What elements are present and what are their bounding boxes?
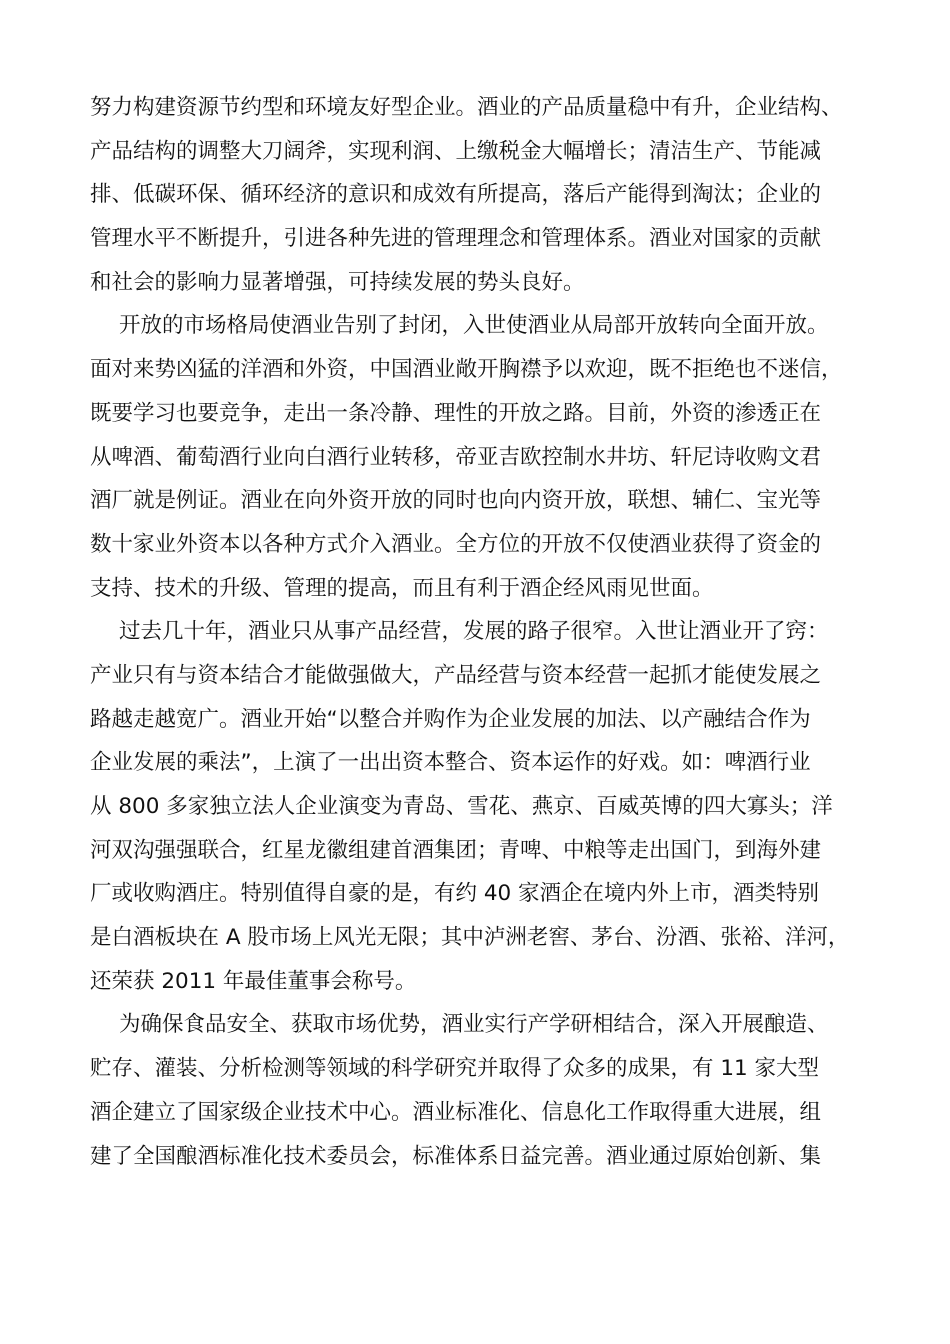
text-line: 排、低碳环保、循环经济的意识和成效有所提高，落后产能得到淘汰；企业的 [90,182,822,208]
text-line: 厂或收购酒庄。特别值得自豪的是，有约 40 家酒企在境内外上市，酒类特别 [90,881,820,907]
text-line: 贮存、灌装、分析检测等领域的科学研究并取得了众多的成果，有 11 家大型 [90,1056,820,1082]
text-line: 面对来势凶猛的洋酒和外资，中国酒业敞开胸襟予以欢迎，既不拒绝也不迷信， [90,357,843,383]
paragraph-start-line: 为确保食品安全、获取市场优势，酒业实行产学研相结合，深入开展酿造、 [119,1012,829,1038]
text-line: 还荣获 2011 年最佳董事会称号。 [90,968,417,994]
text-line: 从 800 多家独立法人企业演变为青岛、雪花、燕京、百威英博的四大寡头；洋 [90,794,833,819]
text-line: 支持、技术的升级、管理的提高，而且有利于酒企经风雨见世面。 [90,575,714,601]
text-line: 和社会的影响力显著增强，可持续发展的势头良好。 [90,269,585,295]
text-line: 产品结构的调整大刀阔斧，实现利润、上缴税金大幅增长；清洁生产、节能减 [90,138,822,164]
body-text [90,86,870,1178]
text-line: 企业发展的乘法”，上演了一出出资本整合、资本运作的好戏。如：啤酒行业 [90,750,811,776]
text-line: 数十家业外资本以各种方式介入酒业。全方位的开放不仅使酒业获得了资金的 [90,531,822,557]
text-line: 酒企建立了国家级企业技术中心。酒业标准化、信息化工作取得重大进展，组 [90,1099,822,1125]
text-line: 路越走越宽广。酒业开始“以整合并购作为企业发展的加法、以产融结合作为 [90,706,811,732]
text-line: 努力构建资源节约型和环境友好型企业。酒业的产品质量稳中有升，企业结构、 [90,95,843,120]
text-line: 产业只有与资本结合才能做强做大，产品经营与资本经营一起抓才能使发展之 [90,662,822,688]
paragraph-start-line: 开放的市场格局使酒业告别了封闭，入世使酒业从局部开放转向全面开放。 [119,313,829,339]
text-line: 建了全国酿酒标准化技术委员会，标准体系日益完善。酒业通过原始创新、集 [90,1143,822,1169]
text-line: 既要学习也要竞争，走出一条冷静、理性的开放之路。目前，外资的渗透正在 [90,400,822,426]
text-line: 从啤酒、葡萄酒行业向白酒行业转移，帝亚吉欧控制水井坊、轩尼诗收购文君 [90,444,822,470]
text-line: 是白酒板块在 A 股市场上风光无限；其中泸洲老窖、茅台、汾酒、张裕、洋河， [90,925,850,951]
paragraph-start-line: 过去几十年，酒业只从事产品经营，发展的路子很窄。入世让酒业开了窍： [119,619,829,645]
text-line: 酒厂就是例证。酒业在向外资开放的同时也向内资开放，联想、辅仁、宝光等 [90,488,822,514]
text-line: 河双沟强强联合，红星龙徽组建首酒集团；青啤、中粮等走出国门，到海外建 [90,837,822,863]
text-line: 管理水平不断提升，引进各种先进的管理理念和管理体系。酒业对国家的贡献 [90,226,822,252]
